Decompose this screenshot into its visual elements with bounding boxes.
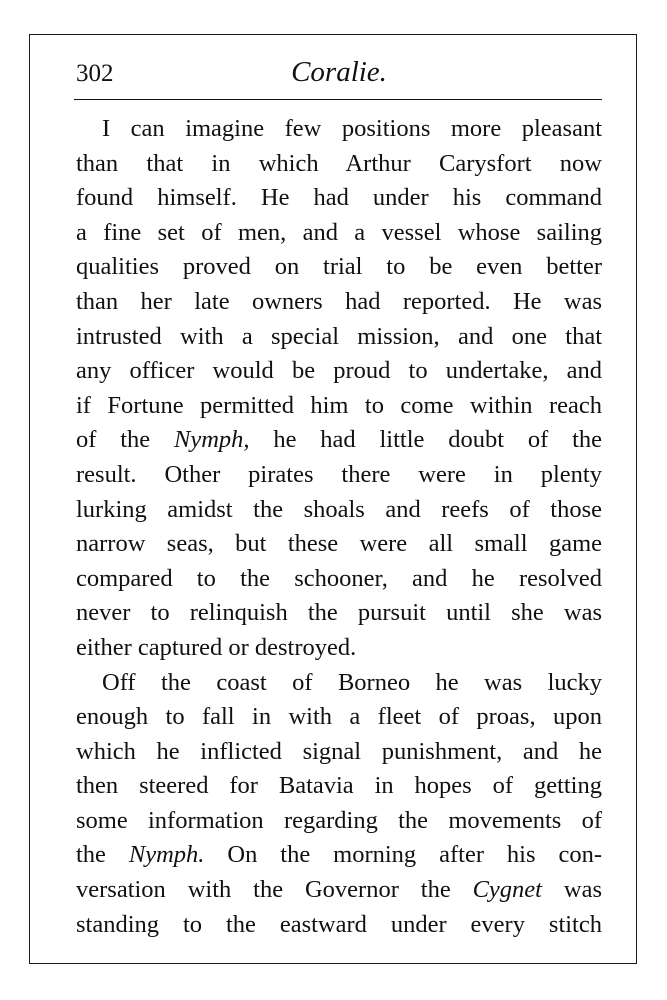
text-line: some information regarding the movements of [76,806,602,834]
text-segment: of the [76,426,174,454]
running-title: Coralie. [291,56,387,88]
page-number: 302 [76,60,114,87]
text-line: narrow seas, but these were all small game [76,530,602,558]
running-header [76,52,602,92]
text-line: any officer would be proud to undertake, and [76,357,602,385]
text-line: if Fortune permitted him to come within reach [76,391,602,419]
text-line: never to relinquish the pursuit until she was [76,599,602,627]
paragraph [76,666,602,943]
page-body [76,112,602,942]
text-line [76,838,602,873]
text-segment: he had little doubt of the [249,426,602,454]
ship-name: Nymph. [128,841,205,869]
text-line: than that in which Arthur Carysfort now [76,149,602,177]
text-segment: versation with the Governor the [76,876,473,904]
text-line: standing to the eastward under every stitch [76,910,602,938]
text-line: which he inflicted signal punishment, and he [76,737,602,765]
text-line: qualities proved on trial to be even better [76,253,602,281]
text-line [76,423,602,458]
text-line: I can imagine few positions more pleasant [102,115,602,142]
text-line: then steered for Batavia in hopes of getting [76,772,602,800]
paragraph [76,112,602,666]
text-line: either captured or destroyed. [76,633,357,661]
text-line: enough to fall in with a fleet of proas, upon [76,703,602,731]
text-segment: the [76,841,129,869]
text-segment: was [542,876,602,904]
text-line: compared to the schooner, and he resolved [76,564,602,592]
text-line: lurking amidst the shoals and reefs of those [76,495,602,523]
text-line: intrusted with a special mission, and one that [76,322,602,350]
text-line [76,873,602,908]
header-rule [74,99,602,100]
text-line: a fine set of men, and a vessel whose sailing [76,218,602,246]
text-line: result. Other pirates there were in plenty [76,460,602,488]
text-segment: On the morning after his con- [204,841,602,869]
ship-name: Nymph, [173,426,250,454]
text-line: than her late owners had reported. He was [76,287,602,315]
ship-name: Cygnet [472,876,542,904]
text-line: Off the coast of Borneo he was lucky [102,668,602,696]
text-line: found himself. He had under his command [76,184,602,212]
